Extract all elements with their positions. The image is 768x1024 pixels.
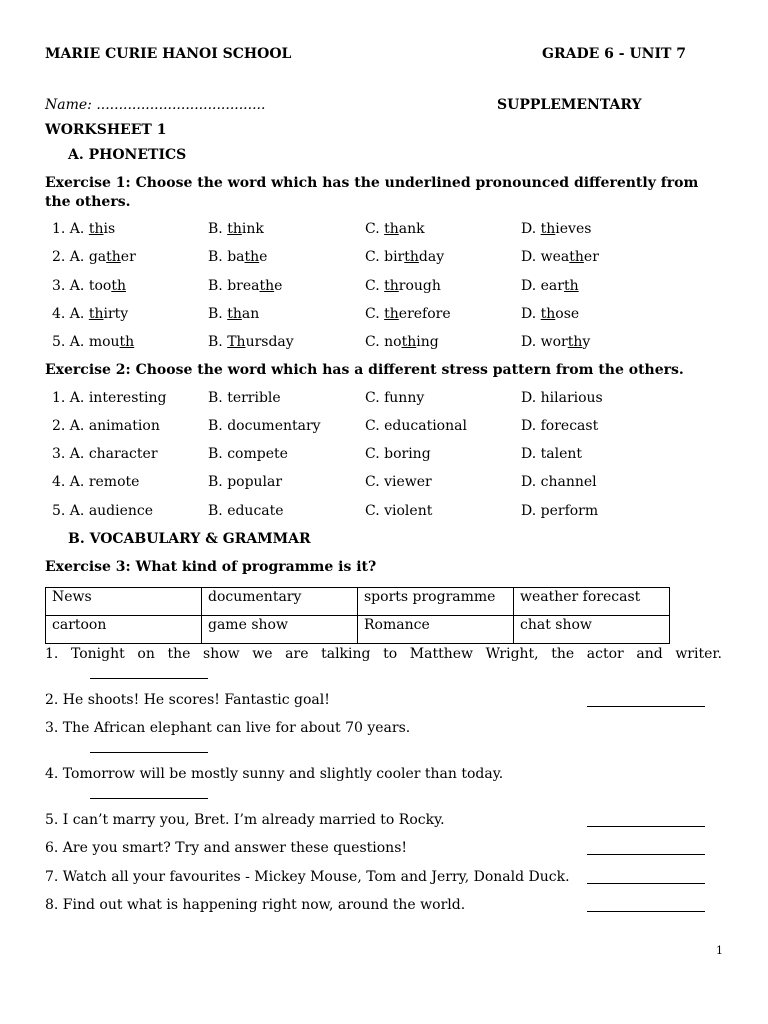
exercise1-row [0,278,768,298]
underlined-letters: th [88,306,104,322]
exercise2-option[interactable]: C. violent [365,503,433,519]
answer-blank-5[interactable] [587,812,705,827]
question-3: 3. The African elephant can live for about 70 years. [45,720,411,736]
table-cell: sports programme [358,588,514,616]
exercise2-option[interactable]: D. perform [521,503,599,519]
underlined-letters: th [106,249,121,265]
table-cell: Romance [358,616,514,644]
answer-blank-8[interactable] [587,897,705,912]
exercise2-option[interactable]: 3. A. character [52,446,158,462]
table-cell: cartoon [46,616,202,644]
exercise3-title: Exercise 3: What kind of programme is it? [45,559,377,575]
exercise2-option[interactable]: 4. A. remote [52,474,140,490]
school-name: MARIE CURIE HANOI SCHOOL [45,46,292,62]
exercise1-option[interactable]: 3. A. tooth [52,278,126,294]
underlined-letters: th [404,249,419,265]
exercise2-option[interactable]: C. viewer [365,474,432,490]
underlined-letters: Th [227,334,246,350]
exercise2-row [0,446,768,466]
exercise1-option[interactable]: 5. A. mouth [52,334,135,350]
table-cell: documentary [202,588,358,616]
underlined-letters: th [88,221,104,237]
exercise2-option[interactable]: 1. A. interesting [52,390,167,406]
exercise1-option[interactable]: B. breathe [208,278,283,294]
grade-unit: GRADE 6 - UNIT 7 [542,46,687,62]
exercise1-option[interactable]: D. earth [521,278,579,294]
exercise1-option[interactable]: D. thieves [521,221,592,237]
exercise2-option[interactable]: C. boring [365,446,431,462]
exercise1-option[interactable]: D. worthy [521,334,591,350]
question-1: 1. Tonight on the show we are talking to Matthew Wright, the actor and writer. [45,646,722,662]
table-cell: weather forecast [514,588,670,616]
exercise2-title: Exercise 2: Choose the word which has a different stress pattern from the others. [45,362,684,378]
question-4: 4. Tomorrow will be mostly sunny and slightly cooler than today. [45,766,504,782]
exercise2-option[interactable]: B. terrible [208,390,281,406]
supplementary-label: SUPPLEMENTARY [497,97,642,113]
exercise2-option[interactable]: B. compete [208,446,288,462]
underlined-letters: th [540,306,556,322]
underlined-letters: th [227,221,242,237]
exercise1-row [0,249,768,269]
underlined-letters: th [227,306,242,322]
exercise1-option[interactable]: C. nothing [365,334,439,350]
exercise2-row [0,503,768,523]
exercise1-option[interactable]: B. bathe [208,249,268,265]
underlined-letters: th [244,249,260,265]
exercise2-option[interactable]: D. channel [521,474,597,490]
table-row [46,588,670,616]
exercise2-option[interactable]: D. forecast [521,418,599,434]
exercise1-option[interactable]: C. therefore [365,306,451,322]
exercise2-row [0,390,768,410]
exercise2-option[interactable]: C. educational [365,418,467,434]
underlined-letters: th [259,278,275,294]
table-cell: game show [202,616,358,644]
exercise1-row [0,306,768,326]
exercise1-title: Exercise 1: Choose the word which has the underlined pronounced differently from the others. [45,175,699,210]
exercise1-option[interactable]: B. Thursday [208,334,294,350]
exercise2-option[interactable]: C. funny [365,390,425,406]
exercise2-option[interactable]: B. popular [208,474,283,490]
answer-blank-2[interactable] [587,692,705,707]
underlined-letters: th [384,278,399,294]
question-2: 2. He shoots! He scores! Fantastic goal! [45,692,330,708]
underlined-letters: th [567,334,583,350]
exercise2-row [0,418,768,438]
exercise1-option[interactable]: C. thank [365,221,425,237]
exercise2-option[interactable]: B. documentary [208,418,321,434]
underlined-letters: th [401,334,417,350]
exercise1-option[interactable]: B. think [208,221,264,237]
question-6: 6. Are you smart? Try and answer these questions! [45,840,408,856]
exercise1-option[interactable]: C. birthday [365,249,445,265]
answer-blank-3[interactable] [90,738,208,753]
exercise2-option[interactable]: B. educate [208,503,284,519]
underlined-letters: th [384,306,399,322]
programme-types-table [45,587,670,644]
table-cell: News [46,588,202,616]
question-8: 8. Find out what is happening right now, around the world. [45,897,466,913]
answer-blank-6[interactable] [587,840,705,855]
underlined-letters: th [119,334,135,350]
underlined-letters: th [563,278,579,294]
exercise1-option[interactable]: 4. A. thirty [52,306,129,322]
question-7: 7. Watch all your favourites - Mickey Mouse, Tom and Jerry, Donald Duck. [45,869,570,885]
exercise1-row [0,334,768,354]
table-cell: chat show [514,616,670,644]
exercise1-option[interactable]: 1. A. this [52,221,116,237]
table-row [46,616,670,644]
exercise2-option[interactable]: D. talent [521,446,583,462]
section-a-title: A. PHONETICS [68,147,187,163]
exercise2-option[interactable]: D. hilarious [521,390,603,406]
underlined-letters: th [540,221,556,237]
exercise1-option[interactable]: B. than [208,306,260,322]
answer-blank-7[interactable] [587,869,705,884]
exercise1-option[interactable]: D. those [521,306,580,322]
worksheet-title: WORKSHEET 1 [45,122,167,138]
underlined-letters: th [111,278,126,294]
underlined-letters: th [569,249,584,265]
exercise1-row [0,221,768,241]
exercise2-option[interactable]: 5. A. audience [52,503,154,519]
exercise2-option[interactable]: 2. A. animation [52,418,160,434]
underlined-letters: th [384,221,399,237]
section-b-title: B. VOCABULARY & GRAMMAR [68,531,311,547]
page-number: 1 [716,944,723,957]
question-5: 5. I can’t marry you, Bret. I’m already married to Rocky. [45,812,445,828]
exercise1-option[interactable]: D. weather [521,249,599,265]
exercise2-row [0,474,768,494]
answer-blank-4[interactable] [90,784,208,799]
name-field-label: Name: ...................................... [45,97,266,113]
exercise1-option[interactable]: 2. A. gather [52,249,136,265]
answer-blank-1[interactable] [90,664,208,679]
exercise1-option[interactable]: C. through [365,278,441,294]
